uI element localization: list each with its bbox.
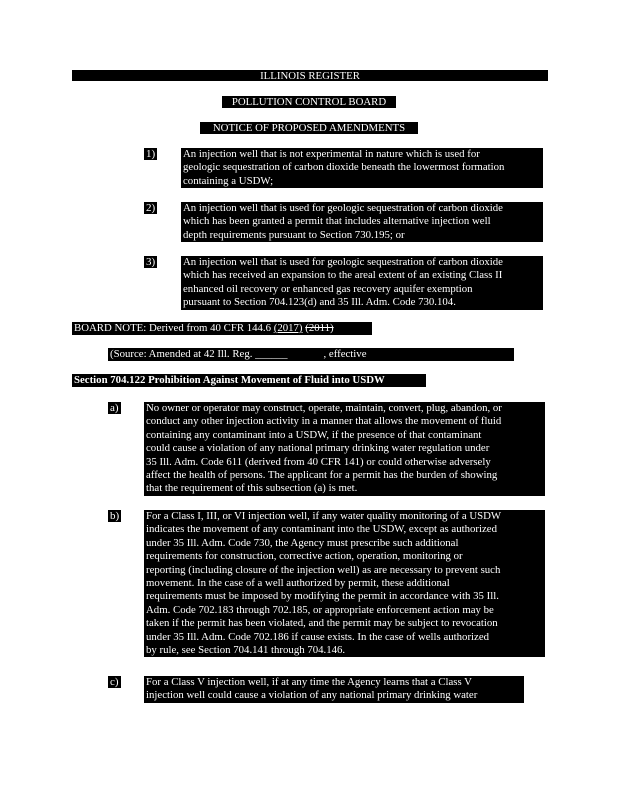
item-2-line-2: which has been granted a permit that includes alternative injection well: [181, 215, 543, 228]
subsection-marker-c: c): [110, 676, 119, 688]
source-blank: ______: [255, 348, 288, 360]
subsection-a-line-3: containing any contaminant into a USDW, if the presence of that contaminant: [144, 429, 545, 442]
subsection-a-line-2: conduct any other injection activity in a manner that allows the movement of fluid: [144, 415, 545, 428]
subsection-b-line-5: reporting (including closure of the injection well) as are necessary to prevent such: [144, 564, 545, 577]
item-marker-3: 3): [146, 256, 156, 268]
item-2-line-3: depth requirements pursuant to Section 730.195; or: [181, 229, 543, 242]
item-2-line-1: An injection well that is used for geologic sequestration of carbon dioxide: [181, 202, 543, 215]
board-note-prefix: BOARD NOTE: Derived from 40 CFR 144.6: [74, 322, 274, 334]
board-name-text: POLLUTION CONTROL BOARD: [231, 96, 387, 108]
subsection-c-line-1: For a Class V injection well, if at any time the Agency learns that a Class V: [144, 676, 524, 689]
item-3-line-4: pursuant to Section 704.123(d) and 35 Ill. Adm. Code 730.104.: [181, 296, 543, 309]
source-close: ): [534, 348, 539, 360]
subsection-b-line-6: movement. In the case of a well authorized by permit, these additional: [144, 577, 545, 590]
source-effective: , effective: [323, 348, 367, 360]
register-header: [72, 70, 548, 81]
item-1-line-3: containing a USDW;: [181, 175, 543, 188]
item-marker-2: 2): [146, 202, 156, 214]
source-line: [108, 348, 539, 361]
subsection-b-line-9: taken if the permit has been violated, and the permit may be subject to revocation: [144, 617, 545, 630]
subsection-b-line-3: under 35 Ill. Adm. Code 730, the Agency must prescribe such additional: [144, 537, 545, 550]
board-note-old-year: (2011): [305, 322, 334, 334]
subsection-b-line-11: by rule, see Section 704.141 through 704.146.: [144, 644, 545, 657]
board-name: [222, 96, 396, 108]
subsection-b-line-10: under 35 Ill. Adm. Code 702.186 if cause exists. In the case of wells authorized: [144, 631, 545, 644]
subsection-a-line-4: could cause a violation of any national primary drinking water regulation under: [144, 442, 545, 455]
source-text: (Source: Amended at 42 Ill. Reg.: [110, 348, 256, 360]
item-3-line-2: which has received an expansion to the areal extent of an existing Class II: [181, 269, 543, 282]
subsection-marker-b: b): [110, 510, 120, 522]
subsection-b-line-4: requirements for construction, corrective action, operation, monitoring or: [144, 550, 545, 563]
subsection-a-line-5: 35 Ill. Adm. Code 611 (derived from 40 CFR 141) or could otherwise adversely: [144, 456, 545, 469]
section-title: Section 704.122 Prohibition Against Movement of Fluid into USDW: [72, 374, 426, 387]
subsection-b-line-7: requirements must be imposed by modifying the permit in accordance with 35 Ill.: [144, 590, 545, 603]
register-title: ILLINOIS REGISTER: [260, 70, 360, 82]
board-note: [72, 322, 372, 335]
subsection-b-line-1: For a Class I, III, or VI injection well, if any water quality monitoring of a USDW: [144, 510, 545, 523]
subsection-c-line-2: injection well could cause a violation of any national primary drinking water: [144, 689, 524, 702]
subsection-a-line-6: affect the health of persons. The applicant for a permit has the burden of showing: [144, 469, 545, 482]
subsection-a-line-7: that the requirement of this subsection (a) is met.: [144, 482, 545, 495]
subsection-a-line-1: No owner or operator may construct, operate, maintain, convert, plug, abandon, or: [144, 402, 545, 415]
subsection-b-line-8: Adm. Code 702.183 through 702.185, or appropriate enforcement action may be: [144, 604, 545, 617]
item-marker-1: 1): [146, 148, 156, 160]
notice-title-text: NOTICE OF PROPOSED AMENDMENTS: [212, 122, 406, 134]
subsection-marker-a: a): [110, 402, 119, 414]
item-3-line-1: An injection well that is used for geologic sequestration of carbon dioxide: [181, 256, 543, 269]
item-3-line-3: enhanced oil recovery or enhanced gas recovery aquifer exemption: [181, 283, 543, 296]
subsection-b-line-2: indicates the movement of any contaminant into the USDW, except as authorized: [144, 523, 545, 536]
item-1-line-2: geologic sequestration of carbon dioxide beneath the lowermost formation: [181, 161, 543, 174]
item-1-line-1: An injection well that is not experimental in nature which is used for: [181, 148, 543, 161]
board-note-new-year: (2017): [273, 322, 303, 334]
notice-title: [200, 122, 418, 134]
